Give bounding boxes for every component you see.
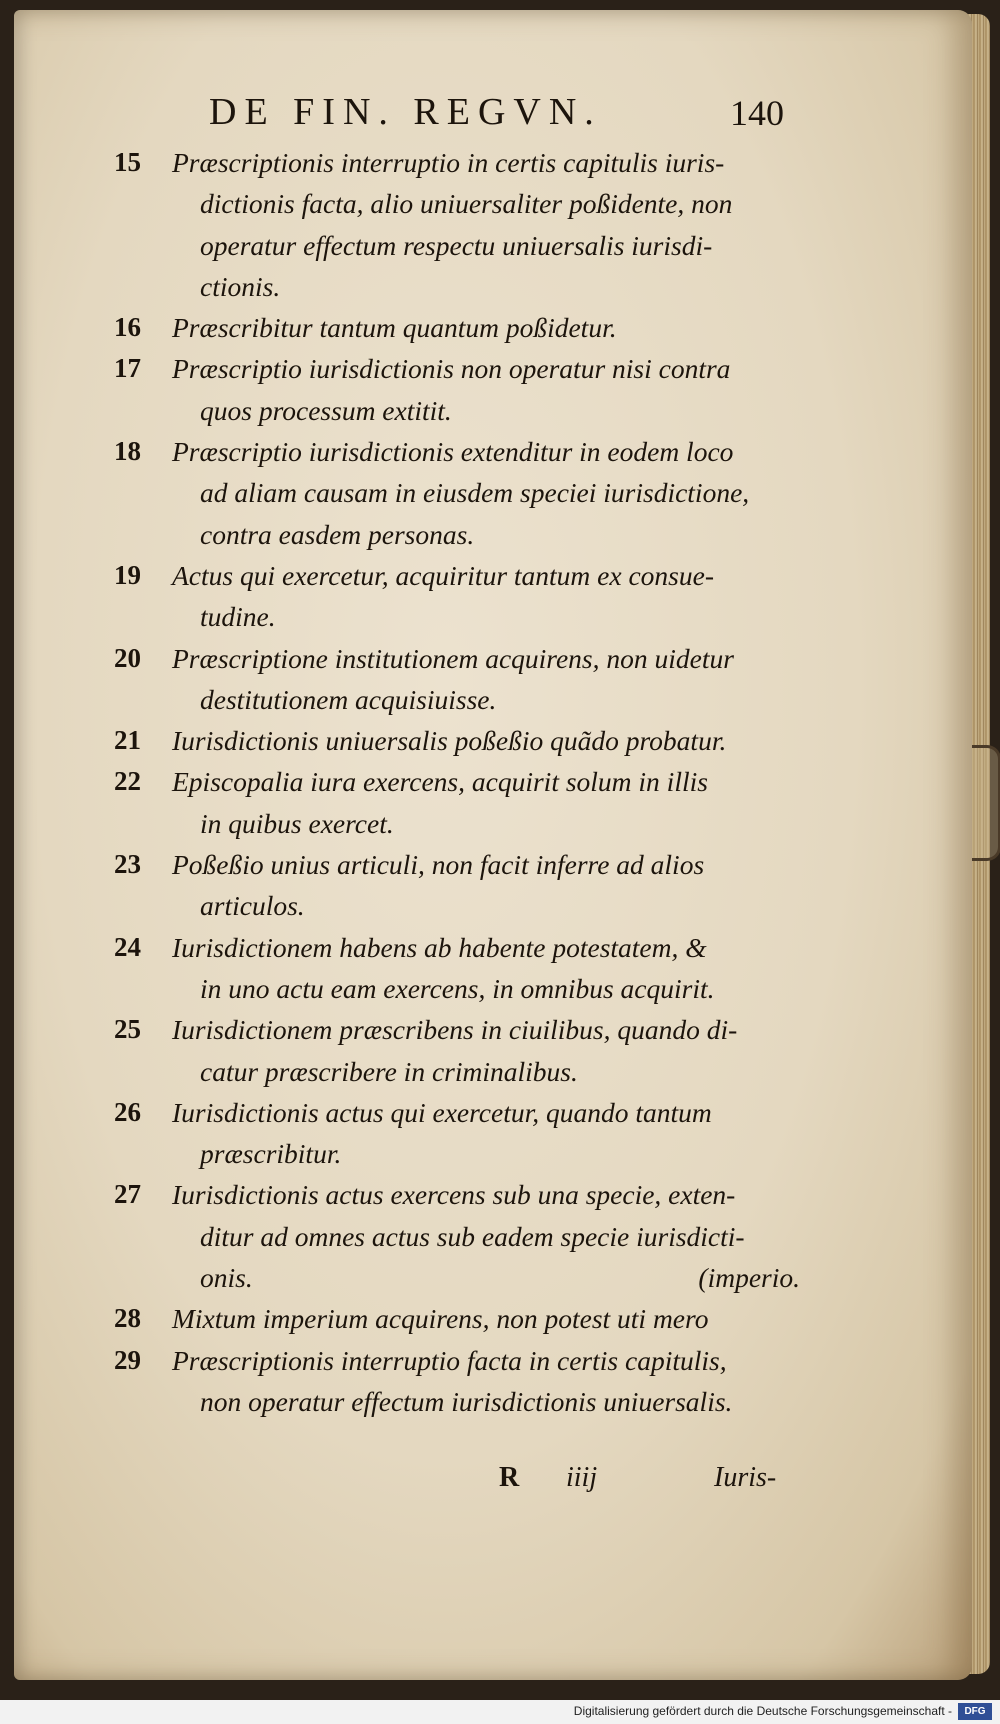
entry-line: ctionis. (200, 270, 281, 302)
entry-line: Iurisdictionis uniuersalis poßeßio quãdo probatur. (172, 725, 727, 757)
book-page (14, 10, 972, 1680)
entry-line: Poßeßio unius articuli, non facit inferre ad alios (172, 849, 705, 881)
page-footer (114, 1462, 804, 1506)
entry-text (172, 638, 804, 721)
list-item (114, 638, 804, 721)
entry-text (172, 431, 804, 555)
entry-line: Iurisdictionem præscribens in ciuilibus, quando di- (172, 1014, 738, 1046)
entry-number: 17 (114, 353, 141, 384)
list-item (114, 1009, 804, 1092)
entry-text (172, 844, 804, 927)
entry-text (172, 927, 804, 1010)
entry-line: præscribitur. (200, 1138, 342, 1170)
entry-line: contra easdem personas. (200, 518, 475, 550)
entry-text (172, 1174, 804, 1298)
entry-text (172, 142, 804, 307)
list-item (114, 555, 804, 638)
entry-text (172, 1340, 804, 1423)
list-item (114, 348, 804, 431)
entry-line: Iurisdictionis actus exercens sub una specie, exten- (172, 1179, 736, 1211)
entry-line: Actus qui exercetur, acquiritur tantum ex consue- (172, 559, 714, 591)
entry-line-text: onis. (200, 1262, 253, 1294)
entry-line (172, 1257, 804, 1298)
entry-line: Præscriptio iurisdictionis non operatur nisi contra (172, 353, 731, 385)
list-item (114, 720, 804, 761)
entry-text (172, 1092, 804, 1175)
entry-number: 24 (114, 931, 141, 962)
entry-number: 23 (114, 849, 141, 880)
list-item (114, 761, 804, 844)
entry-line: Mixtum imperium acquirens, non potest uti mero (172, 1303, 709, 1335)
entry-number: 21 (114, 725, 141, 756)
entry-number: 22 (114, 766, 141, 797)
list-item (114, 844, 804, 927)
signature-number: iiij (566, 1462, 598, 1493)
entry-line: Præscriptio iurisdictionis extenditur in eodem loco (172, 436, 734, 468)
entry-line: ad aliam causam in eiusdem speciei iurisdictione, (200, 477, 750, 509)
list-item (114, 1298, 804, 1339)
list-item (114, 927, 804, 1010)
entry-line: catur præscribere in criminalibus. (200, 1055, 578, 1087)
running-header: DE FIN. REGVN. (209, 91, 602, 133)
list-item (114, 1174, 804, 1298)
signature-letter: R (499, 1462, 520, 1493)
entry-number: 25 (114, 1014, 141, 1045)
entry-line: ditur ad omnes actus sub eadem specie iurisdicti- (200, 1220, 745, 1252)
entry-text (172, 1009, 804, 1092)
entry-text (172, 1298, 804, 1339)
entry-line: operatur effectum respectu uniuersalis iurisdi- (200, 229, 713, 261)
entry-text (172, 555, 804, 638)
entry-text (172, 761, 804, 844)
entry-line: tudine. (200, 601, 276, 633)
folio-number: 140 (730, 93, 784, 133)
summary-list (114, 142, 804, 1422)
entry-line: Iurisdictionis actus qui exercetur, quando tantum (172, 1096, 712, 1128)
entry-number: 28 (114, 1303, 141, 1334)
list-item (114, 1340, 804, 1423)
entry-number: 18 (114, 436, 141, 467)
entry-line: in quibus exercet. (200, 807, 394, 839)
entry-text (172, 348, 804, 431)
entry-line: Præscriptionis interruptio in certis capitulis iuris- (172, 147, 725, 178)
entry-text (172, 307, 804, 348)
entry-number: 26 (114, 1096, 141, 1127)
entry-line: quos processum extitit. (200, 394, 452, 426)
dfg-logo: DFG (958, 1703, 992, 1720)
margin-note: (imperio. (698, 1262, 800, 1294)
list-item (114, 1092, 804, 1175)
list-item (114, 431, 804, 555)
catchword: Iuris- (714, 1462, 777, 1493)
entry-number: 20 (114, 642, 141, 673)
list-item (114, 142, 804, 307)
credit-text: Digitalisierung gefördert durch die Deutsche Forschungsgemeinschaft - (573, 1704, 952, 1718)
entry-number: 15 (114, 147, 141, 177)
entry-line: Iurisdictionem habens ab habente potestatem, & (172, 931, 707, 963)
entry-line: dictionis facta, alio uniuersaliter poßidente, non (200, 188, 733, 220)
entry-line: Præscriptione institutionem acquirens, non uidetur (172, 642, 734, 674)
list-item (114, 307, 804, 348)
entry-line: Præscribitur tantum quantum poßidetur. (172, 312, 617, 344)
entry-number: 29 (114, 1344, 141, 1375)
credit-bar (0, 1700, 1000, 1724)
entry-line: non operatur effectum iurisdictionis uniuersalis. (200, 1385, 733, 1417)
entry-line: in uno actu eam exercens, in omnibus acquirit. (200, 972, 715, 1004)
entry-number: 19 (114, 559, 141, 590)
entry-line: Præscriptionis interruptio facta in certis capitulis, (172, 1344, 727, 1376)
entry-line: destitutionem acquisiuisse. (200, 683, 497, 715)
entry-text (172, 720, 804, 761)
entry-line: articulos. (200, 890, 305, 922)
entry-number: 27 (114, 1179, 141, 1210)
entry-line: Episcopalia iura exercens, acquirit solum in illis (172, 766, 708, 798)
entry-number: 16 (114, 312, 141, 343)
